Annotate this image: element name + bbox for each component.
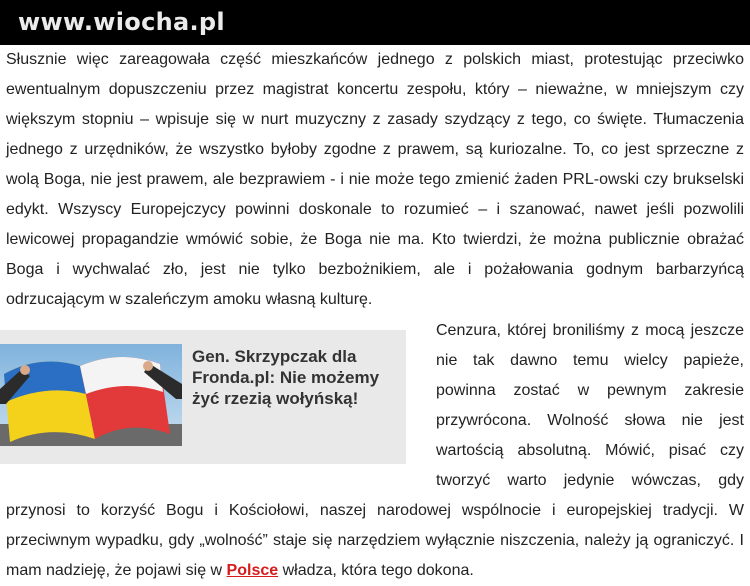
paragraph-2-text-before: Cenzura, której broniliśmy z mocą jeszcze nie tak dawno temu wielcy papieże, powinna zostać w pewnym zakresie przywrócona. Wolność słowa nie jest wartością absolutną. Mówić, pisać czy tworzyć warto jedynie wówczas, gdy przynosi to korzyść Bogu i Kościołowi, naszej narodowej wspólnocie i europejskiej tradycji. W przeciwnym wypadku, gdy „wolność” staje się narzędziem wyłącznie niszczenia, należy ją ograniczyć. I mam nadzieję, że pojawi się w bbox=[6, 322, 744, 579]
related-article-box[interactable] bbox=[0, 330, 406, 464]
flags-photo-icon[interactable] bbox=[0, 344, 182, 446]
related-article-title[interactable]: Gen. Skrzypczak dla Fronda.pl: Nie możemy żyć rzezią wołyńską! bbox=[192, 347, 380, 408]
site-header bbox=[0, 0, 750, 45]
polsce-link[interactable]: Polsce bbox=[226, 562, 279, 579]
article-paragraph-1: Słusznie więc zareagowała część mieszkańców jednego z polskich miast, protestując przeciwko ewentualnym dopuszczeniu przez magistrat koncertu zespołu, który – nieważne, w mniejszym czy większym stopniu – wpisuje się w nurt muzyczny z zasady szydzący z tego, co święte. Tłumaczenia jednego z urzędników, że wszystko byłoby zgodne z prawem, są kuriozalne. To, co jest sprzeczne z wolą Boga, nie jest prawem, ale bezprawiem - i nie może tego zmienić żaden PRL-owski czy brukselski edykt. Wszyscy Europejczycy powinni doskonale to rozumieć – i szanować, nawet jeśli pozwolili lewicowej propagandzie wmówić sobie, że Boga nie ma. Kto twierdzi, że można publicznie obrażać Boga i wychwalać zło, jest nie tylko bezbożnikiem, ale i pożałowania godnym barbarzyńcą odrzucającym w szaleńczym amoku własną kulturę. bbox=[6, 51, 744, 308]
site-logo[interactable]: www.wiocha.pl bbox=[18, 8, 225, 36]
paragraph-2-text-after: władza, która tego dokona. bbox=[278, 562, 474, 579]
